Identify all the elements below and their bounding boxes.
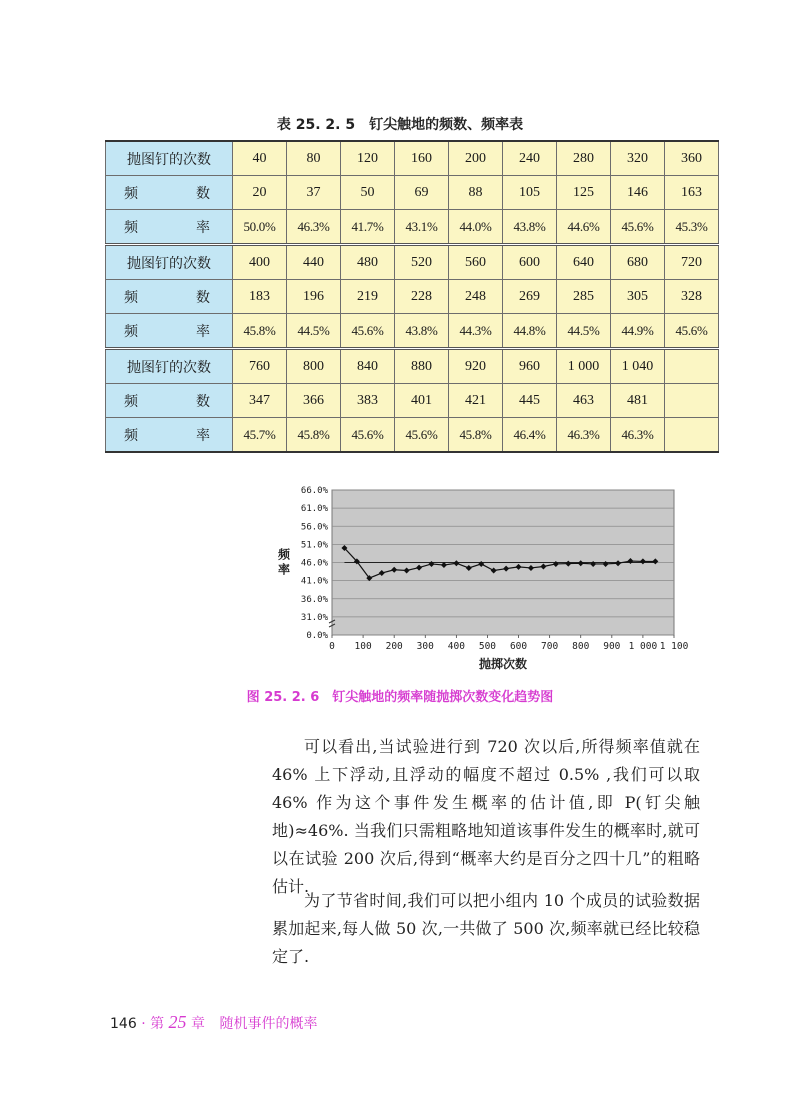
table-cell: 760 [233,349,287,384]
chapter-suffix: 章 [191,1016,205,1032]
table-cell: 125 [557,176,611,210]
table-cell: 46.4% [503,418,557,453]
table-cell: 320 [611,141,665,176]
table-cell: 43.8% [503,210,557,245]
table-cell: 347 [233,384,287,418]
table-row [106,418,719,453]
figure-caption: 图 25. 2. 6 钉尖触地的频率随抛掷次数变化趋势图 [246,690,554,705]
table-cell: 680 [611,245,665,280]
table-cell: 248 [449,280,503,314]
table-cell: 1 000 [557,349,611,384]
table-cell: 45.8% [449,418,503,453]
table-cell: 219 [341,280,395,314]
y-tick-label: 66.0% [300,486,328,496]
table-row [106,210,719,245]
table-cell: 45.6% [341,314,395,349]
table-row [106,141,719,176]
x-tick-label: 1 000 [628,641,658,652]
table-cell: 400 [233,245,287,280]
table-cell: 560 [449,245,503,280]
y-axis-label: 频 [277,547,291,562]
table-cell: 880 [395,349,449,384]
x-tick-label: 1 100 [659,641,689,652]
table-cell: 600 [503,245,557,280]
table-cell: 160 [395,141,449,176]
row-label: 频 数 [106,176,233,210]
table-cell: 720 [665,245,719,280]
table-cell: 228 [395,280,449,314]
page-number: 146 [110,1016,137,1032]
table-cell: 800 [287,349,341,384]
table-cell: 45.6% [341,418,395,453]
x-tick-label: 700 [541,641,559,652]
table-cell: 401 [395,384,449,418]
table-title: 表 25. 2. 5 钉尖触地的频数、频率表 [276,117,524,133]
table-cell: 366 [287,384,341,418]
table-cell [665,418,719,453]
table-cell: 20 [233,176,287,210]
y-tick-label: 61.0% [300,504,328,515]
table-cell: 37 [287,176,341,210]
table-cell: 44.6% [557,210,611,245]
x-tick-label: 800 [572,641,590,652]
table-cell: 383 [341,384,395,418]
y-tick-label: 41.0% [300,576,328,587]
row-label: 频 数 [106,384,233,418]
table-row [106,384,719,418]
row-label: 抛图钉的次数 [106,245,233,280]
table-cell: 44.5% [557,314,611,349]
x-tick-label: 400 [447,641,465,652]
table-cell: 960 [503,349,557,384]
y-axis-label: 率 [277,562,291,577]
table-cell: 45.8% [287,418,341,453]
table-cell: 46.3% [557,418,611,453]
table-cell: 305 [611,280,665,314]
table-cell: 45.3% [665,210,719,245]
table-cell: 480 [341,245,395,280]
table-cell: 45.8% [233,314,287,349]
body-paragraph-2: 为了节省时间,我们可以把小组内 10 个成员的试验数据累加起来,每人做 50 次,一共做了 500 次,频率就已经比较稳定了. [272,891,700,966]
table-cell: 44.3% [449,314,503,349]
table-cell: 481 [611,384,665,418]
table-cell: 88 [449,176,503,210]
x-tick-label: 100 [354,641,372,652]
frequency-table [105,140,719,453]
trend-chart [268,480,698,680]
row-label: 频 率 [106,314,233,349]
body-paragraph-1: 可以看出,当试验进行到 720 次以后,所得频率值就在 46% 上下浮动,且浮动的幅度不超过 0.5% ,我们可以取 46% 作为这个事件发生概率的估计值,即 P(钉尖触地)≈46%. 当我们只需粗略地知道该事件发生的概率时,就可以在试验 200 次后,得到“概率大约是百分之四十几”的粗略估计. [272,737,700,896]
table-row [106,349,719,384]
table-cell: 44.5% [287,314,341,349]
table-cell: 46.3% [287,210,341,245]
table-cell: 163 [665,176,719,210]
table-cell: 45.6% [395,418,449,453]
table-cell: 360 [665,141,719,176]
table-cell: 44.0% [449,210,503,245]
table-cell: 463 [557,384,611,418]
row-label: 频 率 [106,418,233,453]
table-cell: 69 [395,176,449,210]
table-cell: 43.8% [395,314,449,349]
table-cell: 445 [503,384,557,418]
x-tick-label: 600 [509,641,528,652]
table-cell: 120 [341,141,395,176]
table-cell: 285 [557,280,611,314]
table-cell: 45.6% [665,314,719,349]
table-cell: 269 [503,280,557,314]
table-row [106,280,719,314]
x-tick-label: 200 [385,641,403,652]
table-cell: 41.7% [341,210,395,245]
table-cell: 50.0% [233,210,287,245]
table-cell: 421 [449,384,503,418]
footer-dot: · [141,1016,146,1032]
table-cell: 44.9% [611,314,665,349]
table-cell: 80 [287,141,341,176]
y-tick-label: 46.0% [300,558,328,569]
chapter-prefix: 第 [150,1016,165,1032]
table-cell: 920 [449,349,503,384]
table-cell: 240 [503,141,557,176]
table-cell: 840 [341,349,395,384]
table-row [106,176,719,210]
table-cell: 440 [287,245,341,280]
y-tick-label: 51.0% [300,540,328,551]
table-cell: 280 [557,141,611,176]
x-tick-label: 900 [603,641,621,652]
chapter-title: 随机事件的概率 [219,1016,318,1032]
x-tick-label: 500 [478,641,497,652]
row-label: 频 率 [106,210,233,245]
table-cell: 45.7% [233,418,287,453]
x-tick-label: 0 [329,641,335,652]
table-cell: 520 [395,245,449,280]
table-cell: 46.3% [611,418,665,453]
page-footer [110,1012,317,1033]
table-cell: 105 [503,176,557,210]
table-cell: 40 [233,141,287,176]
y-tick-label: 31.0% [300,612,328,623]
table-row [106,245,719,280]
row-label: 抛图钉的次数 [106,141,233,176]
chapter-number: 25 [168,1012,187,1032]
table-cell: 146 [611,176,665,210]
table-cell: 43.1% [395,210,449,245]
x-tick-label: 300 [416,641,434,652]
table-cell [665,384,719,418]
row-label: 抛图钉的次数 [106,349,233,384]
table-cell: 328 [665,280,719,314]
y-tick-label: 56.0% [300,522,328,533]
x-axis-label: 抛掷次数 [478,657,528,671]
table-cell: 45.6% [611,210,665,245]
y-tick-label: 36.0% [300,594,328,605]
table-row [106,314,719,349]
table-cell: 200 [449,141,503,176]
row-label: 频 数 [106,280,233,314]
table-cell: 640 [557,245,611,280]
y-tick-label: 0.0% [306,631,328,641]
table-cell: 183 [233,280,287,314]
table-cell: 50 [341,176,395,210]
table-cell: 44.8% [503,314,557,349]
table-cell [665,349,719,384]
table-cell: 196 [287,280,341,314]
table-cell: 1 040 [611,349,665,384]
